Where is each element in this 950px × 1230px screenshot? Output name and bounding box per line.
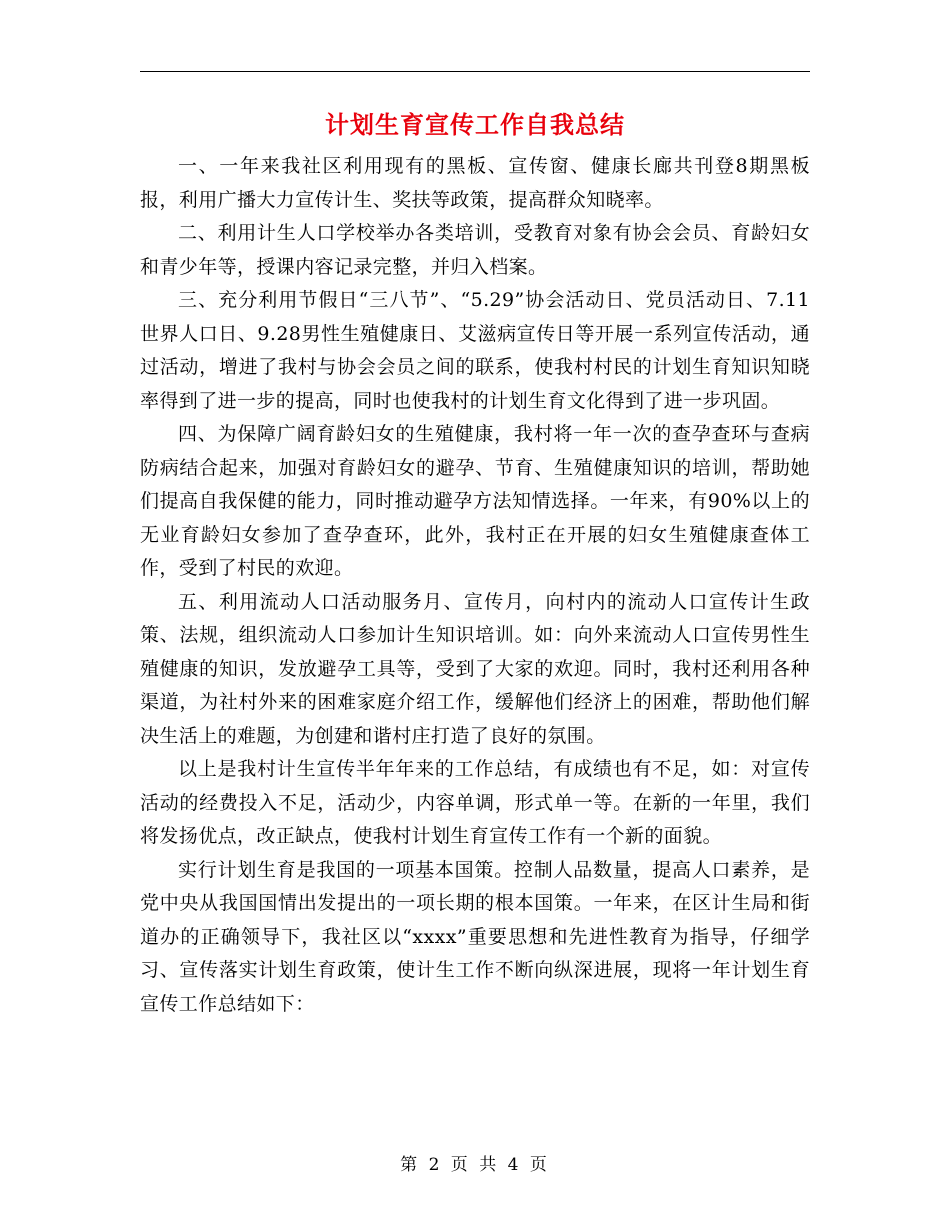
header-rule bbox=[140, 71, 810, 72]
document-title: 计划生育宣传工作自我总结 bbox=[325, 110, 625, 139]
paragraph-3: 三、充分利用节假日“三八节”、“5.29”协会活动日、党员活动日、7.11世界人口日、9.28男性生殖健康日、艾滋病宣传日等开展一系列宣传活动，通过活动，增进了我村与协会会员之间的联系，使我村村民的计划生育知识知晓率得到了进一步的提高，同时也使我村的计划生育文化得到了进一步巩固。 bbox=[140, 289, 810, 412]
paragraph-2: 二、利用计生人口学校举办各类培训，受教育对象有协会会员、育龄妇女和青少年等，授课内容记录完整，并归入档案。 bbox=[140, 222, 810, 278]
paragraph-6: 以上是我村计生宣传半年年来的工作总结，有成绩也有不足，如：对宣传活动的经费投入不足，活动少，内容单调，形式单一等。在新的一年里，我们将发扬优点，改正缺点，使我村计划生育宣传工作有一个新的面貌。 bbox=[140, 758, 810, 847]
document-body bbox=[140, 150, 810, 1021]
paragraph-1: 一、一年来我社区利用现有的黑板、宣传窗、健康长廊共刊登8期黑板报，利用广播大力宣传计生、奖扶等政策，提高群众知晓率。 bbox=[140, 155, 810, 211]
paragraph-4: 四、为保障广阔育龄妇女的生殖健康，我村将一年一次的查孕查环与查病防病结合起来，加强对育龄妇女的避孕、节育、生殖健康知识的培训，帮助她们提高自我保健的能力，同时推动避孕方法知情选择。一年来，有90%以上的无业育龄妇女参加了查孕查环，此外，我村正在开展的妇女生殖健康查体工作，受到了村民的欢迎。 bbox=[140, 423, 810, 579]
page-number-footer: 第 2 页 共 4 页 bbox=[400, 1155, 550, 1175]
paragraph-7: 实行计划生育是我国的一项基本国策。控制人品数量，提高人口素养，是党中央从我国国情出发提出的一项长期的根本国策。一年来，在区计生局和街道办的正确领导下，我社区以“xxxx”重要思想和先进性教育为指导，仔细学习、宣传落实计划生育政策，使计生工作不断向纵深进展，现将一年计划生育宣传工作总结如下： bbox=[140, 858, 810, 1015]
paragraph-5: 五、利用流动人口活动服务月、宣传月，向村内的流动人口宣传计生政策、法规，组织流动人口参加计生知识培训。如：向外来流动人口宣传男性生殖健康的知识，发放避孕工具等，受到了大家的欢迎。同时，我村还利用各种渠道，为社村外来的困难家庭介绍工作，缓解他们经济上的困难，帮助他们解决生活上的难题，为创建和谐村庄打造了良好的氛围。 bbox=[140, 590, 810, 747]
